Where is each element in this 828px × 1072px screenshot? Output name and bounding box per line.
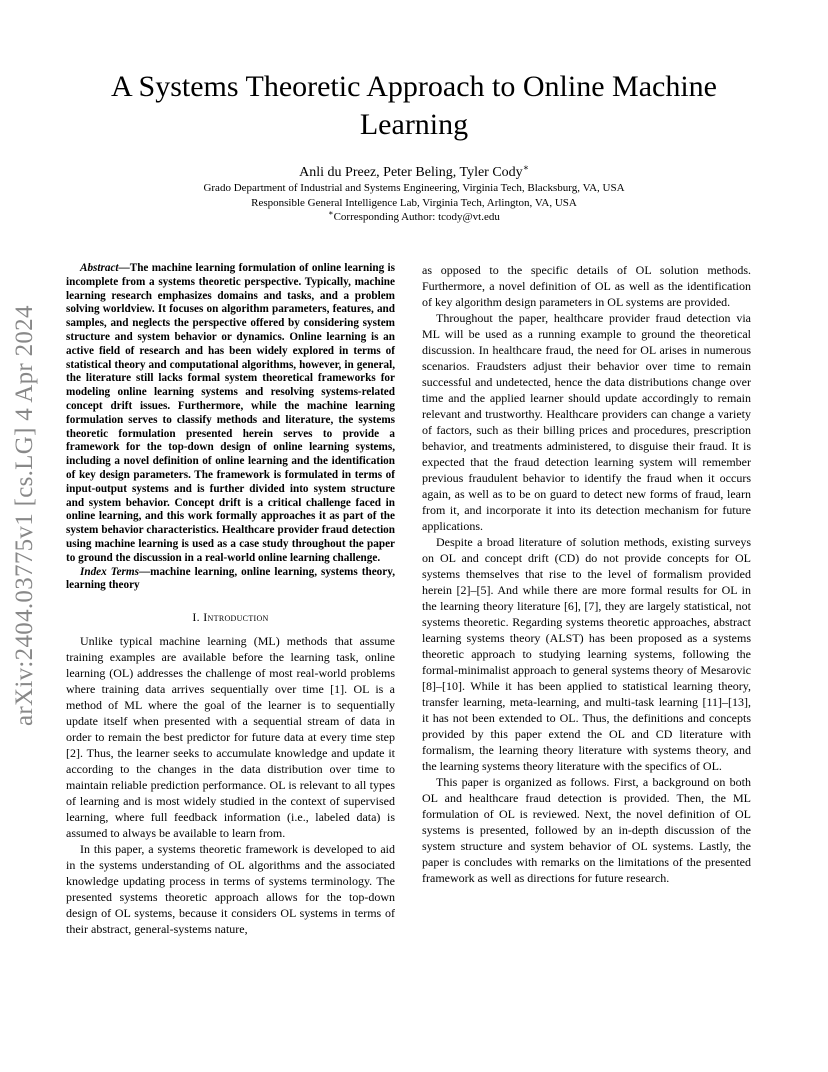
corresponding-author bbox=[60, 210, 768, 225]
arxiv-identifier-stamp: arXiv:2404.03775v1 [cs.LG] 4 Apr 2024 bbox=[11, 305, 38, 726]
affiliation-2: Responsible General Intelligence Lab, Virginia Tech, Arlington, VA, USA bbox=[251, 197, 577, 209]
corresponding-author-text: Corresponding Author: tcody@vt.edu bbox=[333, 211, 500, 223]
intro-paragraph-5: This paper is organized as follows. First, a background on both OL and healthcare fraud detection is provided. Then, the ML formulation of OL is reviewed. Next, the novel definition of OL systems is presented, followed by an in-depth discussion of the system structure and system behavior of OL systems. Lastly, the paper is concludes with remarks on the limitations of the presented framework as well as directions for future research. bbox=[422, 775, 751, 885]
corresponding-footnote-mark: ∗ bbox=[328, 208, 334, 218]
section-heading-introduction: I. Introduction bbox=[192, 610, 269, 625]
index-terms bbox=[66, 566, 395, 594]
author-names: Anli du Preez, Peter Beling, Tyler Cody bbox=[299, 165, 523, 180]
right-column bbox=[422, 262, 751, 886]
intro-paragraph-2-continued: as opposed to the specific details of OL solution methods. Furthermore, a novel definition of OL as well as the identification of key algorithm design parameters in OL systems are provided. bbox=[422, 263, 751, 309]
abstract-label: Abstract bbox=[80, 262, 119, 274]
paper-title: A Systems Theoretic Approach to Online Machine Learning bbox=[111, 70, 717, 141]
intro-paragraph-2: In this paper, a systems theoretic framework is developed to aid in the systems understanding of OL algorithms and the associated knowledge updating process in terms of systems terminology. The presented systems theoretic approach allows for the top-down design of OL systems, because it considers OL systems in terms of their abstract, general-systems nature, bbox=[66, 842, 395, 937]
index-terms-label: Index Terms bbox=[80, 565, 139, 578]
affiliation-1: Grado Department of Industrial and Systems Engineering, Virginia Tech, Blacksburg, VA, USA bbox=[203, 182, 625, 194]
abstract bbox=[66, 262, 395, 566]
left-column bbox=[66, 262, 395, 937]
corresponding-mark: ∗ bbox=[522, 162, 529, 173]
author-list bbox=[60, 164, 768, 182]
intro-paragraph-4: Despite a broad literature of solution methods, existing surveys on OL and concept drift (CD) do not provide concepts for OL systems themselves that rise to the level of formalism provided herein [2]–[5]. And while there are more formal results for OL in the learning theory literature [6], [7], they are largely statistical, not systems theoretic. Regarding systems theoretic approaches, abstract learning systems theory (ALST) has been proposed as a systems theoretic approach to studying learning systems, following the formal-minimalist approach to general systems theory of Mesarovic [8]–[10]. While it has been applied to statistical learning theory, transfer learning, meta-learning, and multi-task learning [11]–[13], it has not been extended to OL. Thus, the definitions and concepts provided by this paper extend the OL and CD literature with formalism, the learning theory literature with systems theory, and the learning systems theory literature with the specifics of OL. bbox=[422, 535, 751, 773]
index-terms-text: —machine learning, online learning, systems theory, learning theory bbox=[66, 565, 395, 592]
intro-paragraph-3: Throughout the paper, healthcare provider fraud detection via ML will be used as a running example to ground the theoretical discussion. In healthcare fraud, the need for OL arises in numerous scenarios. Fraudsters adjust their behavior over time to remain successful and undetected, hence the data distributions change over time and the applied learner should update accordingly to remain relevant and trustworthy. Healthcare providers can change a variety of factors, such as their billing prices and procedures, prescription behavior, and treatments administered, to disguise their fraud. It is expected that the fraud detection learning system will remember previous fraudulent behavior to identify the fraud when it occurs again, as well as to be on guard to detect new forms of fraud, learn from it, and incorporate it into its detection mechanism for future applications. bbox=[422, 311, 751, 533]
abstract-text: —The machine learning formulation of online learning is incomplete from a systems theoretic perspective. Typically, machine learning research emphasizes domains and tasks, and a problem solving worldview. It focuses on algorithm parameters, features, and samples, and neglects the perspective offered by considering system structure and system behavior or dynamics. Online learning is an active field of research and has been widely explored in terms of statistical theory and computational algorithms, however, in general, the literature still lacks formal system theoretical frameworks for modeling online learning systems and resolving systems-related concept drift issues. Furthermore, while the machine learning formulation serves to classify methods and literature, the systems theoretic formulation presented herein serves to provide a framework for the top-down design of online learning systems, including a novel definition of online learning and the identification of key design parameters. The framework is formulated in terms of input-output systems and is further divided into system structure and system behavior. Concept drift is a critical challenge faced in online learning, and this work formally approaches it as part of the system behavior characteristics. Healthcare provider fraud detection using machine learning is used as a case study throughout the paper to ground the discussion in a real-world online learning challenge. bbox=[66, 262, 395, 564]
intro-paragraph-1: Unlike typical machine learning (ML) methods that assume training examples are available before the learning task, online learning (OL) addresses the challenge of most real-world problems where training data arrives sequentially over time [1]. OL is a method of ML where the goal of the learner is to sequentially update itself when presented with a sequential stream of data in order to remain the best predictor for future data at every time step [2]. Thus, the learner seeks to accumulate knowledge and update it according to the changes in the data distribution over time to maintain reliable prediction performance. OL is relevant to all types of learning and is most widely studied in the context of supervised learning, where full feedback information (i.e., labeled data) is assumed to always be available to learn from. bbox=[66, 634, 395, 841]
